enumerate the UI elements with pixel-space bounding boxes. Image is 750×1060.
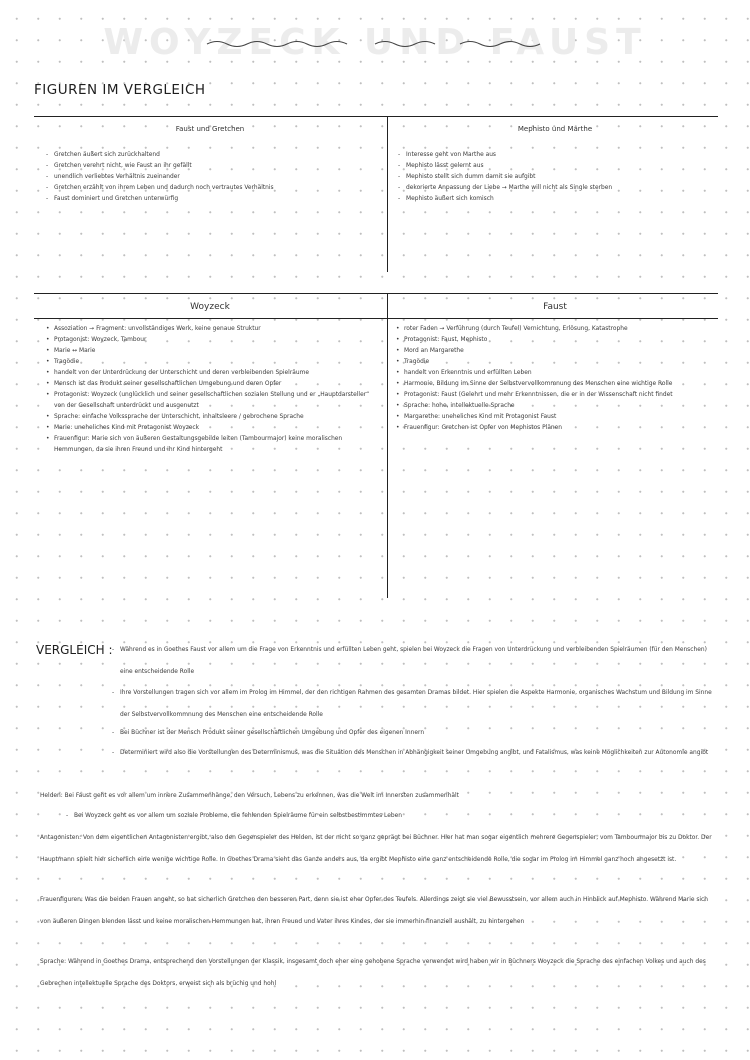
faust-list	[396, 324, 718, 434]
list-item: • Mensch ist das Produkt seiner gesellschaftlichen Umgebung und deren Opfer	[46, 381, 282, 387]
list-item: • Margarethe: uneheliches Kind mit Protagonist Faust	[396, 414, 557, 420]
list-item: • Harmonie, Bildung im Sinne der Selbstvervollkommnung des Menschen eine wichtige Rolle	[396, 381, 673, 387]
list-item: - dekorierte Anpassung der Liebe → Marthe will nicht als Single sterben	[398, 185, 613, 191]
list-item: • handelt von Erkenntnis und erfüllten Leben	[396, 370, 532, 376]
list-item: • Sprache: einfache Volkssprache der Unterschicht, inhaltsleere / gebrochene Sprache	[46, 414, 304, 420]
faust-title: Faust	[543, 302, 567, 312]
middle-table-top-line	[34, 293, 718, 294]
list-item: - unendlich verliebtes Verhältnis zueinander	[46, 174, 180, 180]
list-item: • Frauenfigur: Gretchen ist Opfer von Mephistos Plänen	[396, 425, 563, 431]
woyzeck-title: Woyzeck	[190, 302, 230, 312]
faust-gretchen-list	[46, 150, 376, 205]
middle-table-header-line	[34, 318, 718, 319]
vergleich-paragraph-helden: Helden: Bei Faust geht es vor allem um innere Zusammenhänge, den Versuch, Lebens zu erkennen, was die Welt im Innersten zusammenhält	[40, 793, 459, 799]
vergleich-paragraph: - Bei Woyzeck geht es vor allem um soziale Probleme, die fehlenden Spielräume für ein selbstbestimmtes Leben	[66, 813, 402, 819]
list-item: - Mephisto äußert sich komisch	[398, 196, 494, 202]
list-item: • Protagonist: Faust (Gelehrt und mehr Erkenntnissen, die er in der Wissenschaft nicht findet	[396, 392, 673, 398]
list-item: - Interesse geht von Marthe aus	[398, 152, 496, 158]
list-item: • Tragödie	[396, 359, 430, 365]
section-heading: FIGUREN IM VERGLEICH	[34, 82, 206, 98]
vergleich-paragraph: - Determiniert wird also die Vorstellungen des Determinismus, was die Situation des Menschen in Abhängigkeit seiner Umgebung angibt, und Fatalismus, was keine Möglichkeiten zur Autonomie angibt	[112, 750, 709, 756]
list-item: • Protagonist: Woyzeck, Tambour	[46, 337, 147, 343]
title-underline-decoration	[205, 38, 545, 48]
list-item: • handelt von der Unterdrückung der Unterschicht und deren verbleibenden Spielräume	[46, 370, 309, 376]
middle-table-divider	[387, 293, 388, 598]
list-item: - Gretchen erzählt von ihrem Leben und dadurch noch vertrautes Verhältnis	[46, 185, 274, 191]
list-item: • Protagonist: Faust, Mephisto	[396, 337, 488, 343]
page-title: WOYZECK UND FAUST	[103, 22, 647, 63]
list-item: • Marie ↔ Marie	[46, 348, 96, 354]
list-item: • Assoziation → Fragment: unvollständiges Werk, keine genaue Struktur	[46, 326, 261, 332]
mephisto-marthe-list	[398, 150, 718, 205]
list-item: • Mord an Margarethe	[396, 348, 464, 354]
list-item: - Mephisto lässt gelernt aus	[398, 163, 484, 169]
list-item: - Gretchen äußert sich zurückhaltend	[46, 152, 160, 158]
list-item: • Tragödie	[46, 359, 80, 365]
list-item: • Marie: uneheliches Kind mit Protagonist Woyzeck	[46, 425, 200, 431]
vergleich-paragraph-antagonisten: Antagonisten: Von dem eigentlichen Antagonisten ergibt, also den Gegenspieler des Helden, ist der nicht so ganz geprägt bei Büchner. Hier hat man sogar eigentlich mehrere Gegenspieler, vom Tambourmajor bis zu Doktor. Der Hauptmann spielt hier sicherlich eine wenige wichtige Rolle. In Goethes Drama sieht das Ganze anders aus, da ergibt Mephisto eine ganz entscheidende Rolle, die sogar im Prolog im Himmel ganz hoch angesetzt ist.	[40, 835, 712, 863]
mephisto-marthe-title: Mephisto und Marthe	[517, 125, 593, 133]
vergleich-paragraph: - Bei Büchner ist der Mensch Produkt seiner gesellschaftlichen Umgebung und Opfer des eigenen Innern	[112, 730, 425, 736]
list-item: • Protagonist: Woyzeck (unglücklich und seiner gesellschaftlichen sozialen Stellung und er „Hauptdarsteller“ von der Gesellschaft unterdrückt und ausgenutzt	[46, 392, 370, 409]
faust-gretchen-title: Faust und Gretchen	[175, 125, 245, 133]
list-item: • Frauenfigur: Marie sich von äußeren Gestaltungsgebilde leiten (Tambourmajor) keine moralischen Hemmungen, da sie ihren Freund und ihr Kind hintergeht	[46, 436, 343, 453]
vergleich-paragraph: - Während es in Goethes Faust vor allem um die Frage von Erkenntnis und erfüllten Leben geht, spielen bei Woyzeck die Fragen von Unterdrückung und verbleibenden Spielräumen (für den Menschen) eine entscheidende Rolle	[112, 647, 707, 675]
list-item: • roter Faden → Verführung (durch Teufel) Vernichtung, Erlösung, Katastrophe	[396, 326, 628, 332]
list-item: - Faust dominiert und Gretchen unterwürfig	[46, 196, 179, 202]
top-table-header-line	[34, 116, 718, 117]
list-item: • Sprache: hohe, intellektuelle Sprache	[396, 403, 515, 409]
top-table-divider	[387, 116, 388, 272]
vergleich-paragraph-frauenfiguren: Frauenfiguren: Was die beiden Frauen angeht, so hat sicherlich Gretchen den besseren Part, denn sie ist eher Opfer des Teufels. Allerdings zeigt sie viel Bewusstsein, vor allem auch in Hinblick auf Mephisto. Während Marie sich von äußeren Dingen blenden lässt und keine moralischen Hemmungen hat, ihren Freund und Vater ihres Kindes, der sie immerhin finanziell aushält, zu hintergehen	[40, 897, 709, 925]
vergleich-heading: VERGLEICH :	[36, 643, 113, 657]
woyzeck-list	[46, 324, 378, 456]
list-item: - Mephisto stellt sich dumm damit sie aufgibt	[398, 174, 536, 180]
vergleich-paragraph-sprache: Sprache: Während in Goethes Drama, entsprechend den Vorstellungen der Klassik, insgesamt doch eher eine gehobene Sprache verwendet wird haben wir in Büchners Woyzeck die Sprache des einfachen Volkes und auch des Gebrechen intellektuelle Sprache des Doktors, erweist sich als brüchig und hohl	[40, 959, 706, 987]
vergleich-paragraph: - Ihre Vorstellungen tragen sich vor allem im Prolog im Himmel, der den richtigen Rahmen des gesamten Dramas bildet. Hier spielen die Aspekte Harmonie, organisches Wachstum und Bildung im Sinne der Selbstvervollkommnung des Menschen eine entscheidende Rolle	[112, 690, 712, 718]
list-item: - Gretchen verehrt nicht, wie Faust an ihr gefällt	[46, 163, 192, 169]
